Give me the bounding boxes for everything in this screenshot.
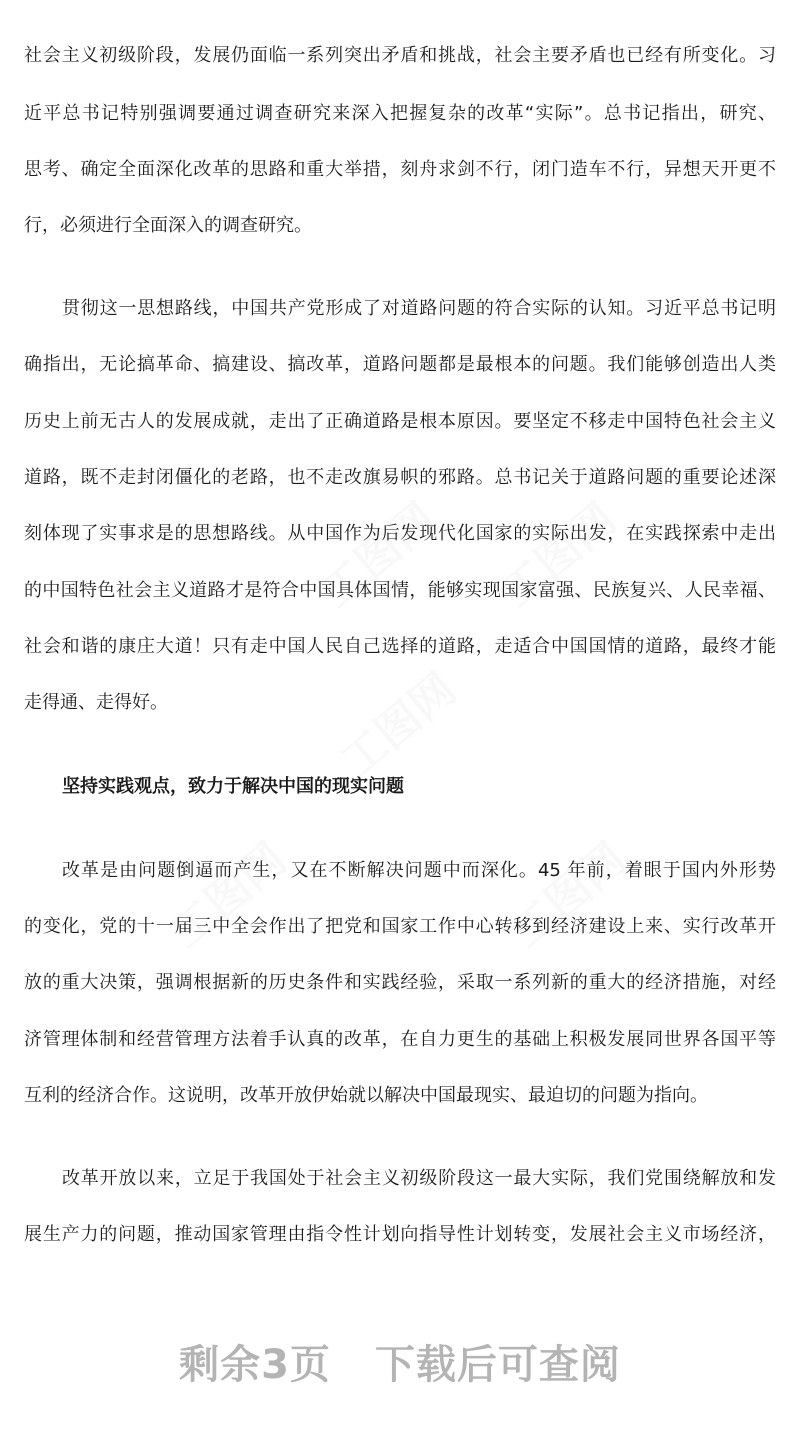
paragraph-line: 贯彻这一思想路线，中国共产党形成了对道路问题的符合实际的认知。习近平总书记明 xyxy=(62,298,776,319)
paragraph-line: 的中国特色社会主义道路才是符合中国具体国情，能够实现国家富强、民族复兴、人民幸福、 xyxy=(24,580,776,601)
paragraph-line: 走得通、走得好。 xyxy=(24,692,168,713)
download-prompt-banner[interactable] xyxy=(0,1330,800,1400)
paragraph-line: 社会主义初级阶段，发展仍面临一系列突出矛盾和挑战，社会主要矛盾也已经有所变化。习 xyxy=(24,45,776,66)
watermark: 工图网 xyxy=(492,494,626,617)
section-heading: 坚持实践观点，致力于解决中国的现实问题 xyxy=(62,776,404,797)
paragraph-line: 近平总书记特别强调要通过调查研究来深入把握复杂的改革“实际”。总书记指出，研究、 xyxy=(24,103,776,124)
paragraph-line: 济管理体制和经营管理方法着手认真的改革，在自力更生的基础上积极发展同世界各国平等 xyxy=(24,1029,776,1050)
paragraph-line: 改革是由问题倒逼而产生，又在不断解决问题中而深化。45 年前，着眼于国内外形势 xyxy=(62,860,776,881)
paragraph-line: 改革开放以来，立足于我国处于社会主义初级阶段这一最大实际，我们党围绕解放和发 xyxy=(62,1168,776,1189)
watermark: 工图网 xyxy=(332,664,466,787)
download-prompt-label: 下载后可查阅 xyxy=(374,1342,621,1388)
watermark: 工图网 xyxy=(162,834,296,957)
paragraph-line: 刻体现了实事求是的思想路线。从中国作为后发现代化国家的实际出发，在实践探索中走出 xyxy=(24,523,776,544)
paragraph-line: 互利的经济合作。这说明，改革开放伊始就以解决中国最现实、最迫切的问题为指向。 xyxy=(24,1085,708,1106)
paragraph-line: 的变化，党的十一届三中全会作出了把党和国家工作中心转移到经济建设上来、实行改革开 xyxy=(24,916,776,937)
paragraph-line: 行，必须进行全面深入的调查研究。 xyxy=(24,215,312,236)
watermark: 工图网 xyxy=(502,834,636,957)
paragraph-line: 展生产力的问题，推动国家管理由指令性计划向指导性计划转变，发展社会主义市场经济， xyxy=(24,1224,776,1245)
watermark: 工图网 xyxy=(312,494,446,617)
paragraph-line: 确指出，无论搞革命、搞建设、搞改革，道路问题都是最根本的问题。我们能够创造出人类 xyxy=(24,354,776,375)
paragraph-line: 放的重大决策，强调根据新的历史条件和实践经验，采取一系列新的重大的经济措施，对经 xyxy=(24,972,776,993)
remaining-pages-label: 剩余3页 xyxy=(179,1342,331,1388)
paragraph-line: 历史上前无古人的发展成就，走出了正确道路是根本原因。要坚定不移走中国特色社会主义 xyxy=(24,411,776,432)
paragraph-line: 社会和谐的康庄大道！只有走中国人民自己选择的道路，走适合中国国情的道路，最终才能 xyxy=(24,636,776,657)
paragraph-line: 思考、确定全面深化改革的思路和重大举措，刻舟求剑不行，闭门造车不行，异想天开更不 xyxy=(24,159,776,180)
paragraph-line: 道路，既不走封闭僵化的老路，也不走改旗易帜的邪路。总书记关于道路问题的重要论述深 xyxy=(24,467,776,488)
